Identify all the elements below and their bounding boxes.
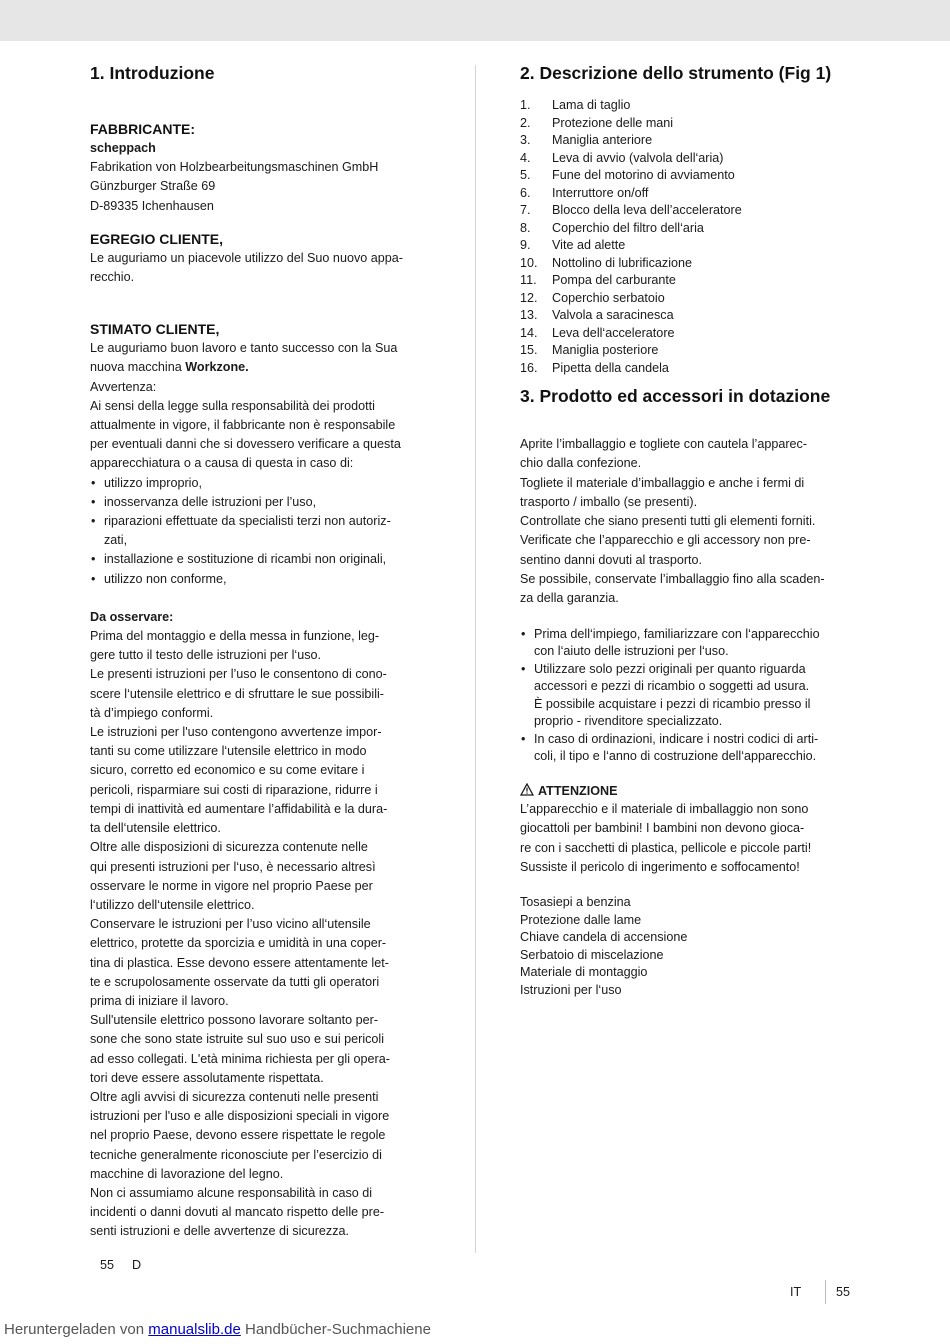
text-line: prima di iniziare il lavoro. <box>90 993 229 1008</box>
text-line: apparecchiatura o a causa di questa in caso di: <box>90 456 354 471</box>
parts-list-label: Valvola a saracinesca <box>552 308 674 322</box>
text-line: Fabrikation von Holzbearbeitungsmaschinen GmbH <box>90 160 379 175</box>
text-line: tori deve essere assolutamente rispettata. <box>90 1070 324 1085</box>
text-line: Sull'utensile elettrico possono lavorare soltanto per- <box>90 1013 379 1028</box>
parts-list-label: Interruttore on/off <box>552 185 649 200</box>
observe-heading: Da osservare: <box>90 609 174 624</box>
page-number-left: 55 <box>100 1258 115 1272</box>
parts-list-item <box>520 185 865 203</box>
parts-list-item <box>520 97 865 115</box>
attention-heading: ATTENZIONE <box>520 783 865 801</box>
scope-text <box>520 435 865 609</box>
text-line: Se possibile, conservate l’imballaggio fino alla scaden- <box>520 572 825 587</box>
text-line: macchine di lavorazione del legno. <box>90 1166 284 1181</box>
text-line: Oltre agli avvisi di sicurezza contenuti nelle presenti <box>90 1089 379 1104</box>
parts-list-item <box>520 290 865 308</box>
bullet-item: • inosservanza delle istruzioni per l’uso, <box>90 493 435 512</box>
text-line: sone che sono state istruite sul suo uso e sui pericoli <box>90 1032 385 1047</box>
text-line: sicuro, corretto ed economico e su come evitare i <box>90 763 365 778</box>
text-line: Le auguriamo un piacevole utilizzo del Suo nuovo appa- <box>90 250 403 265</box>
page-footer-right <box>790 1280 850 1304</box>
parts-list-label: Maniglia posteriore <box>552 343 659 357</box>
page-footer-left <box>100 1258 159 1272</box>
page-number-right: 55 <box>836 1285 851 1299</box>
bullet-item: • In caso di ordinazioni, indicare i nostri codici di arti- coli, il tipo e l‘anno di costruzione dell‘apparecchio. <box>520 731 865 766</box>
manufacturer-name: scheppach <box>90 141 156 155</box>
parts-list-number: 2. <box>520 115 531 130</box>
parts-list-item <box>520 272 865 290</box>
text-line: tempi di inattività ed aumentare l’affidabilità e la dura- <box>90 801 388 816</box>
text-line: recchio. <box>90 270 135 285</box>
top-bar <box>0 0 950 41</box>
liability-bullet-list <box>90 474 435 589</box>
parts-list-label: Coperchio del filtro dell‘aria <box>552 220 704 235</box>
parts-list-label: Coperchio serbatoio <box>552 290 665 305</box>
parts-list-number: 4. <box>520 150 531 165</box>
customer-greeting-2-heading: STIMATO CLIENTE, <box>90 321 220 338</box>
parts-list-number: 3. <box>520 133 531 147</box>
text-line: Ai sensi della legge sulla responsabilità dei prodotti <box>90 398 375 413</box>
parts-list-number: 1. <box>520 98 531 112</box>
text-line: scere l‘utensile elettrico e di sfruttare le sue possibili- <box>90 686 384 701</box>
text-line: Controllate che siano presenti tutti gli elementi forniti. <box>520 514 816 529</box>
text-line: Non ci assumiamo alcune responsabilità in caso di <box>90 1185 373 1200</box>
parts-list-label: Leva dell‘acceleratore <box>552 325 675 340</box>
bullet-item: • riparazioni effettuate da specialisti terzi non autoriz- zati, <box>90 512 435 550</box>
text-line: re con i sacchetti di plastica, pellicole e piccole parti! <box>520 840 812 855</box>
section-heading-description: 2. Descrizione dello strumento (Fig 1) <box>520 63 832 83</box>
text-line: Verificate che l’apparecchio e gli accessory non pre- <box>520 533 811 548</box>
text-line: ta dell‘utensile elettrico. <box>90 821 221 836</box>
product-name: Workzone. <box>185 360 249 375</box>
text-line: Prima del montaggio e della messa in funzione, leg- <box>90 629 380 644</box>
parts-list-label: Fune del motorino di avviamento <box>552 168 735 182</box>
warning-icon <box>520 783 534 796</box>
text-line: Sussiste il pericolo di ingerimento e soffocamento! <box>520 860 800 875</box>
text-line: senti istruzioni e delle avvertenze di sicurezza. <box>90 1224 349 1239</box>
parts-list-item <box>520 115 865 133</box>
text-line: te e scrupolosamente osservate da tutti gli operatori <box>90 974 380 989</box>
parts-list-label: Leva di avvio (valvola dell‘aria) <box>552 150 724 165</box>
text-line: ad esso collegati. L'età minima richiesta per gli opera- <box>90 1051 390 1066</box>
section-heading-scope: 3. Prodotto ed accessori in dotazione <box>520 386 831 406</box>
scope-bullet-list <box>520 626 865 766</box>
text-line: tina di plastica. Esse devono essere attentamente let- <box>90 955 389 970</box>
bullet-item: • Utilizzare solo pezzi originali per quanto riguarda accessori e pezzi di ricambio o soggetti ad usura. È possibile acquistare i pezzi di ricambio presso il proprio - rivenditore specializzato. <box>520 661 865 731</box>
text-line: tanti su come utilizzare l‘utensile elettrico in modo <box>90 744 367 759</box>
text-line: gere tutto il testo delle istruzioni per l‘uso. <box>90 648 322 663</box>
parts-list-label: Pompa del carburante <box>552 273 676 287</box>
text-line: Conservare le istruzioni per l’uso vicino all‘utensile <box>90 917 371 932</box>
text-line: D-89335 Ichenhausen <box>90 198 214 213</box>
text-line: Günzburger Straße 69 <box>90 179 216 194</box>
bullet-item: • installazione e sostituzione di ricambi non originali, <box>90 550 435 569</box>
text-line: Istruzioni per l‘uso <box>520 982 622 997</box>
text-line: tà d’impiego conformi. <box>90 705 214 720</box>
manufacturer-heading: FABBRICANTE: <box>90 121 195 137</box>
customer-greeting-1-text <box>90 249 435 287</box>
text-line: trasporto / imballo (se presenti). <box>520 494 698 509</box>
text-line: pericoli, risparmiare sui costi di riparazione, ridurre i <box>90 782 378 797</box>
parts-list-number: 16. <box>520 360 538 375</box>
left-column <box>90 60 435 1242</box>
parts-list-label: Lama di taglio <box>552 98 631 112</box>
parts-list-number: 15. <box>520 343 538 357</box>
parts-list-item <box>520 220 865 238</box>
download-credit: Heruntergeladen von manualslib.de Handbücher-Suchmachiene <box>4 1321 431 1338</box>
parts-list-number: 13. <box>520 308 538 322</box>
text-line: Le presenti istruzioni per l’uso le consentono di cono- <box>90 667 387 682</box>
parts-list-item <box>520 255 865 273</box>
parts-list-number: 12. <box>520 290 538 305</box>
text-line: Le istruzioni per l'uso contengono avvertenze impor- <box>90 725 382 740</box>
parts-list <box>520 97 865 377</box>
text-line: Avvertenza: <box>90 379 157 394</box>
parts-list-item <box>520 342 865 360</box>
parts-list-item <box>520 307 865 325</box>
text-line: osservare le norme in vigore nel proprio Paese per <box>90 878 373 893</box>
parts-list-number: 5. <box>520 168 531 182</box>
parts-list-number: 9. <box>520 238 531 252</box>
bullet-item: • utilizzo non conforme, <box>90 570 435 589</box>
parts-list-item <box>520 202 865 220</box>
text-line: Serbatoio di miscelazione <box>520 947 664 962</box>
text-line: giocattoli per bambini! I bambini non devono gioca- <box>520 821 805 836</box>
text-line: sentino danni dovuti al trasporto. <box>520 552 703 567</box>
parts-list-item <box>520 132 865 150</box>
customer-greeting-2-line: Le auguriamo buon lavoro e tanto successo con la Sua <box>90 341 398 356</box>
parts-list-number: 10. <box>520 255 538 270</box>
text-line: qui presenti istruzioni per l‘uso, è necessario altresì <box>90 859 376 874</box>
text-line: nel proprio Paese, devono essere rispettate le regole <box>90 1128 386 1143</box>
parts-list-label: Maniglia anteriore <box>552 133 653 147</box>
parts-list-item <box>520 150 865 168</box>
text-line: Oltre alle disposizioni di sicurezza contenute nelle <box>90 840 368 855</box>
bullet-item: • Prima dell‘impiego, familiarizzare con l‘apparecchio con l‘aiuto delle istruzioni per l‘uso. <box>520 626 865 661</box>
parts-list-label: Vite ad alette <box>552 238 626 252</box>
text-line: chio dalla confezione. <box>520 456 642 471</box>
text-line: Materiale di montaggio <box>520 965 648 980</box>
parts-list-label: Nottolino di lubrificazione <box>552 255 693 270</box>
right-column <box>520 60 865 999</box>
customer-greeting-2-line <box>90 358 435 377</box>
text-line: attualmente in vigore, il fabbricante non è responsabile <box>90 418 396 433</box>
text-line: l‘utilizzo dell‘utensile elettrico. <box>90 897 255 912</box>
parts-list-number: 7. <box>520 203 531 217</box>
parts-list-label: Blocco della leva dell’acceleratore <box>552 203 742 217</box>
text-line: Chiave candela di accensione <box>520 930 688 945</box>
parts-list-number: 11. <box>520 273 537 287</box>
manualslib-link[interactable]: manualslib.de <box>148 1321 241 1338</box>
customer-greeting-1-heading: EGREGIO CLIENTE, <box>90 230 224 247</box>
parts-list-number: 8. <box>520 220 531 235</box>
attention-text <box>520 800 865 877</box>
text-line: elettrico, protette da sporcizia e umidità in una coper- <box>90 936 387 951</box>
text-line: istruzioni per l'uso e alle disposizioni speciali in vigore <box>90 1109 390 1124</box>
parts-list-item <box>520 325 865 343</box>
text-line: Togliete il materiale d’imballaggio e anche i fermi di <box>520 475 805 490</box>
parts-list-number: 14. <box>520 325 538 340</box>
parts-list-label: Protezione delle mani <box>552 115 674 130</box>
customer-greeting-2-prefix: nuova macchina <box>90 360 186 375</box>
column-divider <box>475 65 476 1253</box>
language-code-right: IT <box>790 1280 826 1304</box>
text-line: tecniche generalmente riconosciute per l’esercizio di <box>90 1147 382 1162</box>
parts-list-item <box>520 167 865 185</box>
bullet-item: • utilizzo improprio, <box>90 474 435 493</box>
text-line: L’apparecchio e il materiale di imballaggio non sono <box>520 802 809 817</box>
text-line: incidenti o danni dovuti al mancato rispetto delle pre- <box>90 1205 385 1220</box>
text-line: za della garanzia. <box>520 591 619 606</box>
text-line: Aprite l’imballaggio e togliete con cautela l’apparec- <box>520 437 808 451</box>
liability-notice <box>90 378 435 474</box>
section-heading-introduction: 1. Introduzione <box>90 63 215 83</box>
parts-list-number: 6. <box>520 185 531 200</box>
text-line: Protezione dalle lame <box>520 912 642 927</box>
parts-list-label: Pipetta della candela <box>552 360 669 375</box>
language-code-left: D <box>132 1258 142 1272</box>
text-line: Tosasiepi a benzina <box>520 895 631 910</box>
delivery-items <box>520 894 865 999</box>
parts-list-item <box>520 360 865 378</box>
observe-text <box>90 627 435 1242</box>
manufacturer-address <box>90 158 435 216</box>
parts-list-item <box>520 237 865 255</box>
text-line: per eventuali danni che si dovessero verificare a questa <box>90 437 401 452</box>
